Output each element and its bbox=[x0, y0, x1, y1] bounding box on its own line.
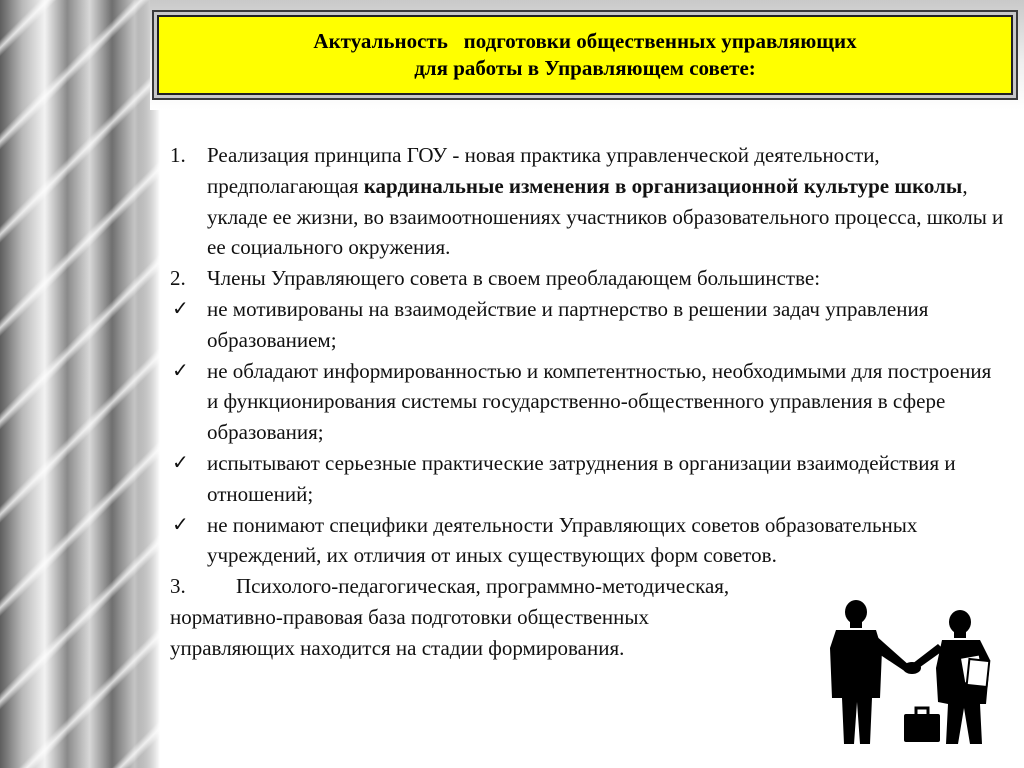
handshake-icon bbox=[820, 598, 1015, 748]
checkmark-icon: ✓ bbox=[172, 513, 189, 536]
check-item-2 bbox=[170, 356, 1005, 448]
item-1-text-end: , укладе ее жизни, во взаимоотношениях участников образовательного процесса, школы и ее социального окружения. bbox=[207, 173, 1004, 260]
item-3-line-2: нормативно-правовая база подготовки общественных bbox=[170, 604, 650, 629]
checkmark-icon: ✓ bbox=[172, 297, 189, 320]
title-box bbox=[152, 10, 1018, 100]
check-item-1-text: не мотивированы на взаимодействие и партнерство в решении задач управления образованием; bbox=[207, 296, 929, 352]
check-item-4 bbox=[170, 510, 1005, 572]
title-banner bbox=[157, 15, 1013, 95]
check-item-3 bbox=[170, 448, 1005, 510]
decorative-striped-band bbox=[0, 0, 160, 768]
checkmark-icon: ✓ bbox=[172, 451, 189, 474]
check-item-1 bbox=[170, 294, 1005, 356]
item-number-3: 3. bbox=[170, 574, 186, 599]
item-2-text: Члены Управляющего совета в своем преобладающем большинстве: bbox=[207, 266, 821, 291]
page-title-line1: Актуальность подготовки общественных управляющих bbox=[313, 29, 857, 53]
checkmark-icon: ✓ bbox=[172, 359, 189, 382]
check-item-2-text: не обладают информированностью и компетентностью, необходимыми для построения и функционирования системы государственно-общественного управления в сфере образования; bbox=[207, 358, 992, 445]
check-item-4-text: не понимают специфики деятельности Управляющих советов образовательных учреждений, их отличия от иных существующих форм советов. bbox=[207, 512, 918, 568]
list-item-2 bbox=[170, 263, 1005, 294]
item-3-line-1-text: Психолого-педагогическая, программно-методическая, bbox=[236, 574, 730, 599]
item-number-1: 1. bbox=[170, 143, 186, 167]
page-title-line2: для работы в Управляющем совете: bbox=[414, 56, 756, 80]
slide-content bbox=[170, 140, 1005, 664]
list-item-1 bbox=[170, 140, 1005, 263]
check-item-3-text: испытывают серьезные практические затруднения в организации взаимодействия и отношений; bbox=[207, 450, 956, 506]
item-number-2: 2. bbox=[170, 266, 186, 291]
item-1-text-bold: кардинальные изменения в организационной культуре школы bbox=[363, 173, 963, 198]
item-1-text-start: Реализация принципа ГОУ - новая практика управленческой деятельности, предполагающая bbox=[207, 143, 880, 198]
item-3-line-3: управляющих находится на стадии формирования. bbox=[170, 635, 625, 660]
